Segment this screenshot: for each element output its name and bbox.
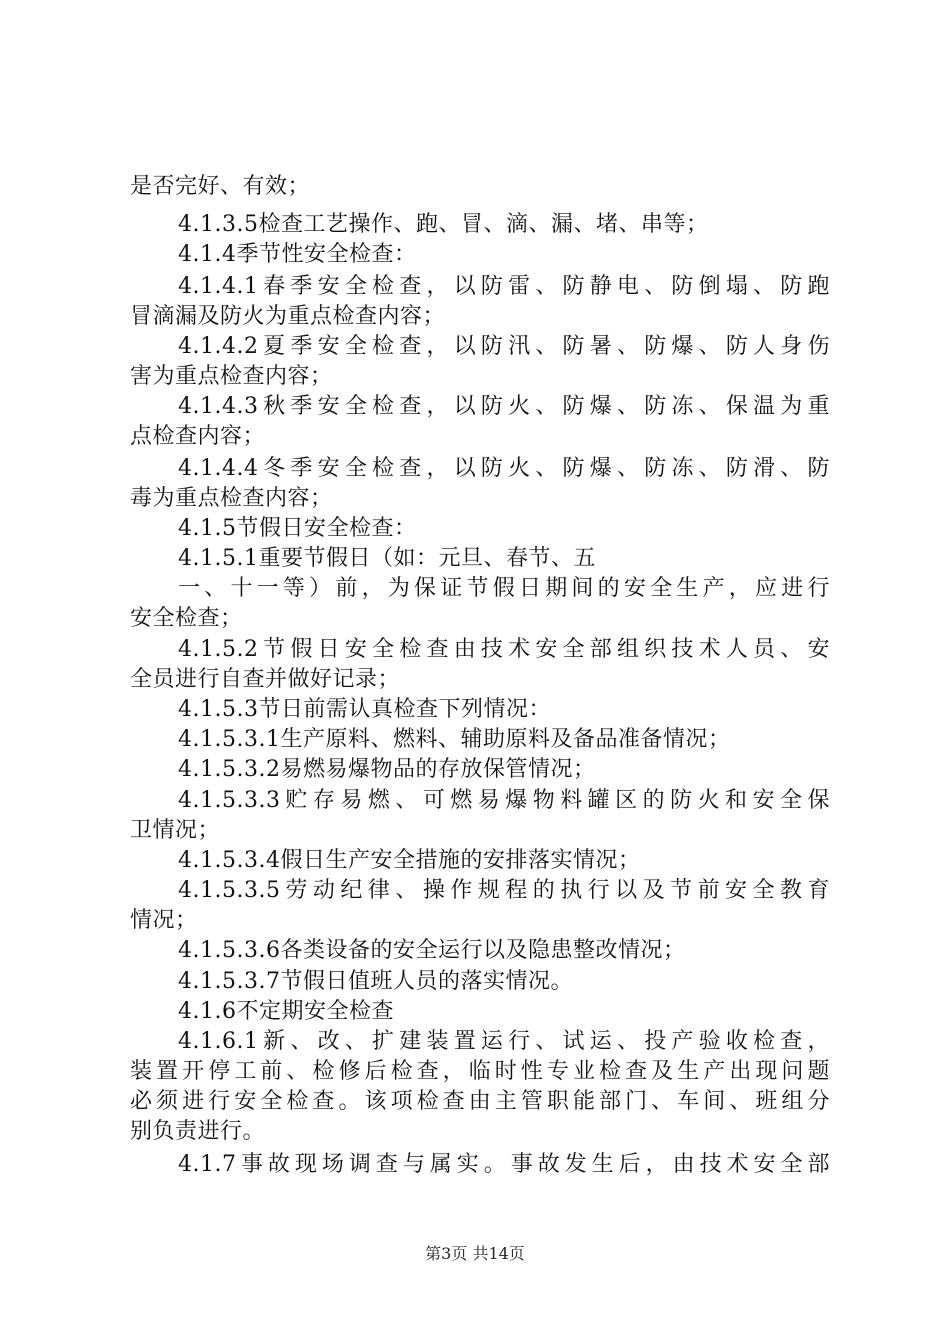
page-footer: 第3页 共14页 xyxy=(425,1244,525,1263)
text-line: 是否完好、有效； xyxy=(130,174,311,199)
text-line: 全员进行自查并做好记录； xyxy=(130,667,401,692)
text-line: 情况； xyxy=(130,908,198,933)
text-line: 4.1.4.4冬季安全检查，以防火、防爆、防冻、防滑、防 xyxy=(178,456,830,481)
text-line: 卫情况； xyxy=(130,818,221,843)
text-line: 4.1.5.3.5劳动纪律、操作规程的执行以及节前安全教育 xyxy=(178,878,830,903)
text-line: 冒滴漏及防火为重点检查内容； xyxy=(130,304,446,329)
text-line: 4.1.5.3.3贮存易燃、可燃易爆物料罐区的防火和安全保 xyxy=(178,788,830,813)
text-line: 4.1.4季节性安全检查： xyxy=(178,242,417,267)
text-line: 安全检查； xyxy=(130,606,243,631)
text-line: 4.1.5.3节日前需认真检查下列情况： xyxy=(178,697,551,722)
text-line: 4.1.4.3秋季安全检查，以防火、防爆、防冻、保温为重 xyxy=(178,394,830,419)
text-line: 4.1.5节假日安全检查： xyxy=(178,516,417,541)
text-line: 装置开停工前、检修后检查，临时性专业检查及生产出现问题 xyxy=(130,1059,830,1084)
text-line: 毒为重点检查内容； xyxy=(130,486,333,511)
text-line: 4.1.5.2节假日安全检查由技术安全部组织技术人员、安 xyxy=(178,637,830,662)
text-line: 4.1.5.3.7节假日值班人员的落实情况。 xyxy=(178,969,573,994)
text-line: 4.1.5.1重要节假日（如：元旦、春节、五 xyxy=(178,546,596,571)
text-line: 4.1.5.3.4假日生产安全措施的安排落实情况； xyxy=(178,848,641,873)
text-line: 4.1.6.1新、改、扩建装置运行、试运、投产验收检查， xyxy=(178,1029,830,1054)
text-line: 点检查内容； xyxy=(130,424,266,449)
text-line: 4.1.3.5检查工艺操作、跑、冒、滴、漏、堵、串等； xyxy=(178,212,709,237)
text-line: 必须进行安全检查。该项检查由主管职能部门、车间、班组分 xyxy=(130,1089,830,1114)
text-line: 4.1.4.2夏季安全检查，以防汛、防暑、防爆、防人身伤 xyxy=(178,334,830,359)
text-line: 4.1.5.3.1生产原料、燃料、辅助原料及备品准备情况； xyxy=(178,727,731,752)
text-line: 4.1.4.1春季安全检查，以防雷、防静电、防倒塌、防跑 xyxy=(178,274,830,299)
text-line: 别负责进行。 xyxy=(130,1119,266,1144)
text-line: 4.1.5.3.6各类设备的安全运行以及隐患整改情况； xyxy=(178,938,686,963)
text-line: 4.1.6不定期安全检查 xyxy=(178,999,394,1024)
text-line: 害为重点检查内容； xyxy=(130,364,333,389)
text-line: 4.1.5.3.2易燃易爆物品的存放保管情况； xyxy=(178,757,596,782)
text-line: 4.1.7事故现场调查与属实。事故发生后，由技术安全部 xyxy=(178,1152,830,1177)
text-line: 一、十一等）前，为保证节假日期间的安全生产，应进行 xyxy=(178,576,830,601)
